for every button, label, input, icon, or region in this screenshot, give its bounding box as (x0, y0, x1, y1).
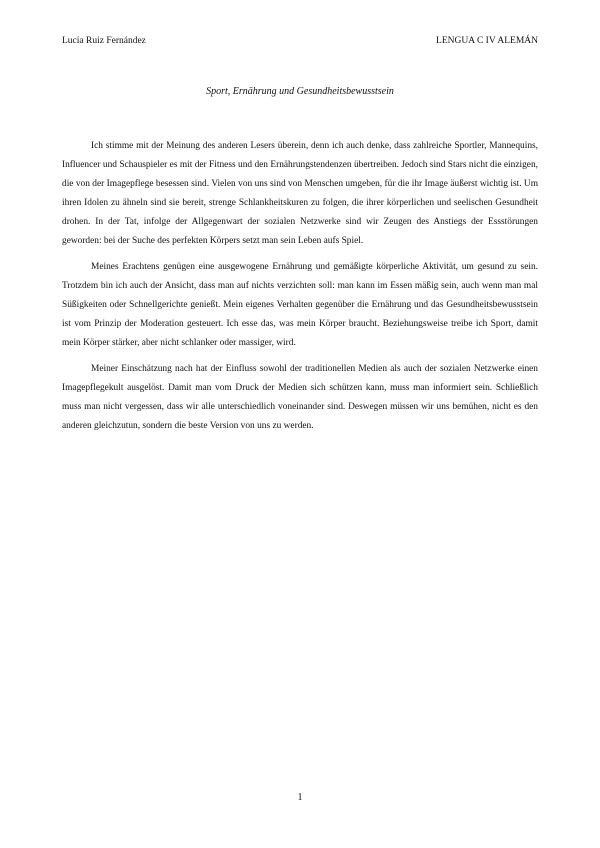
document-title: Sport, Ernährung und Gesundheitsbewusstsein (206, 86, 394, 97)
page-header (62, 36, 538, 46)
paragraph-3: Meiner Einschätzung nach hat der Einfluss sowohl der traditionellen Medien als auch der sozialen Netzwerke einen Imagepflegekult ausgelöst. Damit man vom Druck der Medien sich schützen kann, muss man informiert sein. Schließlich muss man nicht vergessen, dass wir alle unterschiedlich voneinander sind. Deswegen müssen wir uns bemühen, nicht es den anderen gleichzutun, sondern die beste Version von uns zu werden. (62, 364, 538, 431)
paragraph-2: Meines Erachtens genügen eine ausgewogene Ernährung und gemäßigte körperliche Aktivität, um gesund zu sein. Trotzdem bin ich auch der Ansicht, dass man auf nichts verzichten soll: man kann im Essen mäßig sein, auch wenn man mal Süßigkeiten oder Schnellgerichte genießt. Mein eigenes Verhalten gegenüber die Ernährung und das Gesundheitsbewusstsein ist vom Prinzip der Moderation gesteuert. Ich esse das, was mein Körper braucht. Beziehungsweise treibe ich Sport, damit mein Körper stärker, aber nicht schlanker oder massiger, wird. (62, 262, 538, 348)
paragraph-1: Ich stimme mit der Meinung des anderen Lesers überein, denn ich auch denke, dass zahlreiche Sportler, Mannequins, Influencer und Schauspieler es mit der Fitness und den Ernährungstendenzen übertreiben. Jedoch sind Stars nicht die einzigen, die von der Imagepflege besessen sind. Vielen von uns sind von Menschen umgeben, für die ihr Image äußerst wichtig ist. Um ihren Idolen zu ähneln sind sie bereit, strenge Schlankheitskuren zu folgen, die ihrer körperlichen und seelischen Gesundheit drohen. In der Tat, infolge der Allgegenwart der sozialen Netzwerke sind wir Zeugen des Anstiegs der Essstörungen geworden: bei der Suche des perfekten Körpers setzt man sein Leben aufs Spiel. (62, 141, 538, 246)
page-number: 1 (297, 792, 303, 803)
course-name: LENGUA C IV ALEMÁN (436, 36, 538, 46)
author-name: Lucía Ruiz Fernández (62, 36, 146, 46)
document-body (62, 137, 538, 443)
